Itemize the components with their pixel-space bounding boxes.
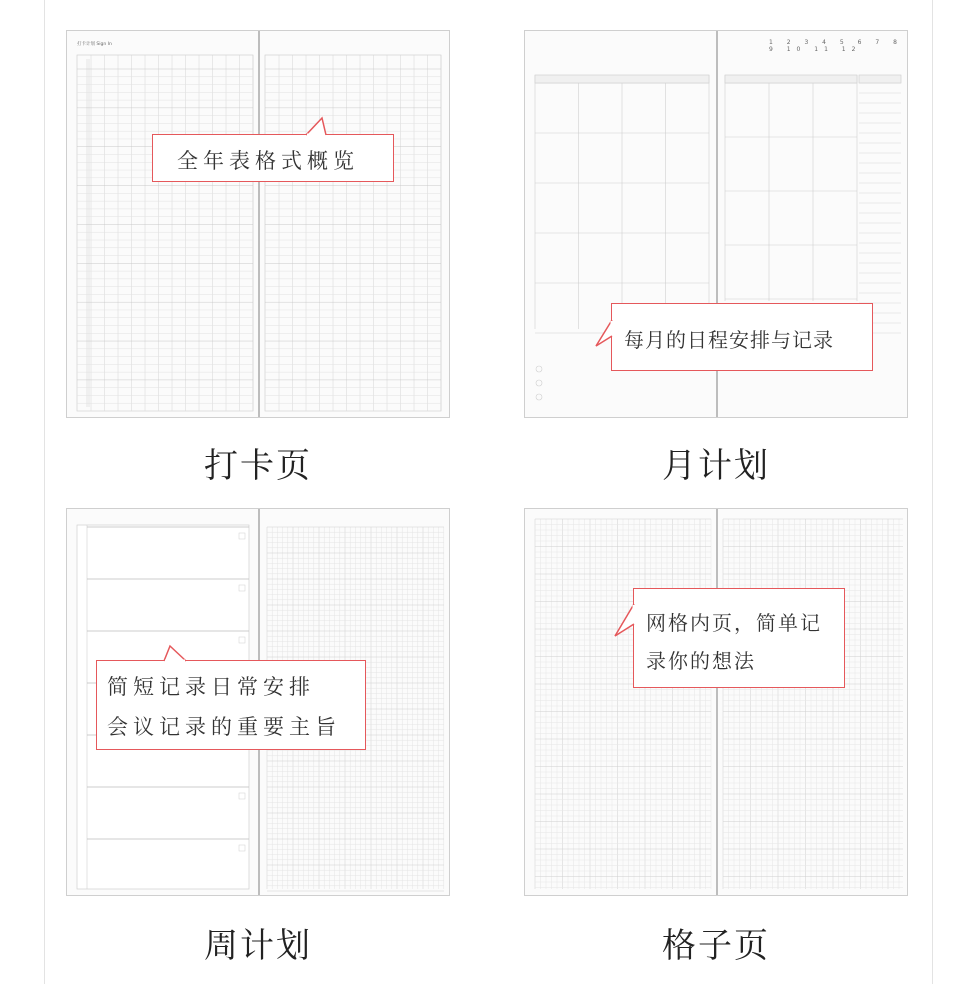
checkin-page-caption: 打卡页 bbox=[204, 446, 312, 486]
grid-callout bbox=[633, 588, 845, 688]
monthly-callout bbox=[611, 303, 873, 371]
weekly-callout bbox=[96, 660, 366, 750]
grid-page-caption: 格子页 bbox=[662, 926, 770, 966]
weekly-plan-caption: 周计划 bbox=[204, 926, 312, 966]
checkin-callout bbox=[152, 134, 394, 182]
callout-text: 每月的日程安排与记录 bbox=[624, 328, 834, 352]
book-spine bbox=[716, 509, 718, 895]
book-spine bbox=[258, 31, 260, 417]
grid-page-preview bbox=[524, 508, 908, 896]
callout-text-line-1: 网格内页，简单记 bbox=[646, 611, 822, 635]
callout-text-line-2: 录你的想法 bbox=[646, 649, 756, 673]
callout-text: 全年表格式概览 bbox=[177, 149, 359, 173]
left-frame-line bbox=[44, 0, 45, 984]
monthly-plan-caption: 月计划 bbox=[662, 446, 770, 486]
svg-text:打卡计划 Sign In: 打卡计划 Sign In bbox=[77, 42, 112, 47]
checkin-page-preview bbox=[66, 30, 450, 418]
month-day-numbers: 1 2 3 4 5 6 7 8 9 10 11 12 bbox=[769, 39, 903, 53]
callout-text-line-1: 简短记录日常安排 bbox=[107, 675, 315, 699]
right-frame-line bbox=[932, 0, 933, 984]
callout-text-line-2: 会议记录的重要主旨 bbox=[107, 715, 341, 739]
